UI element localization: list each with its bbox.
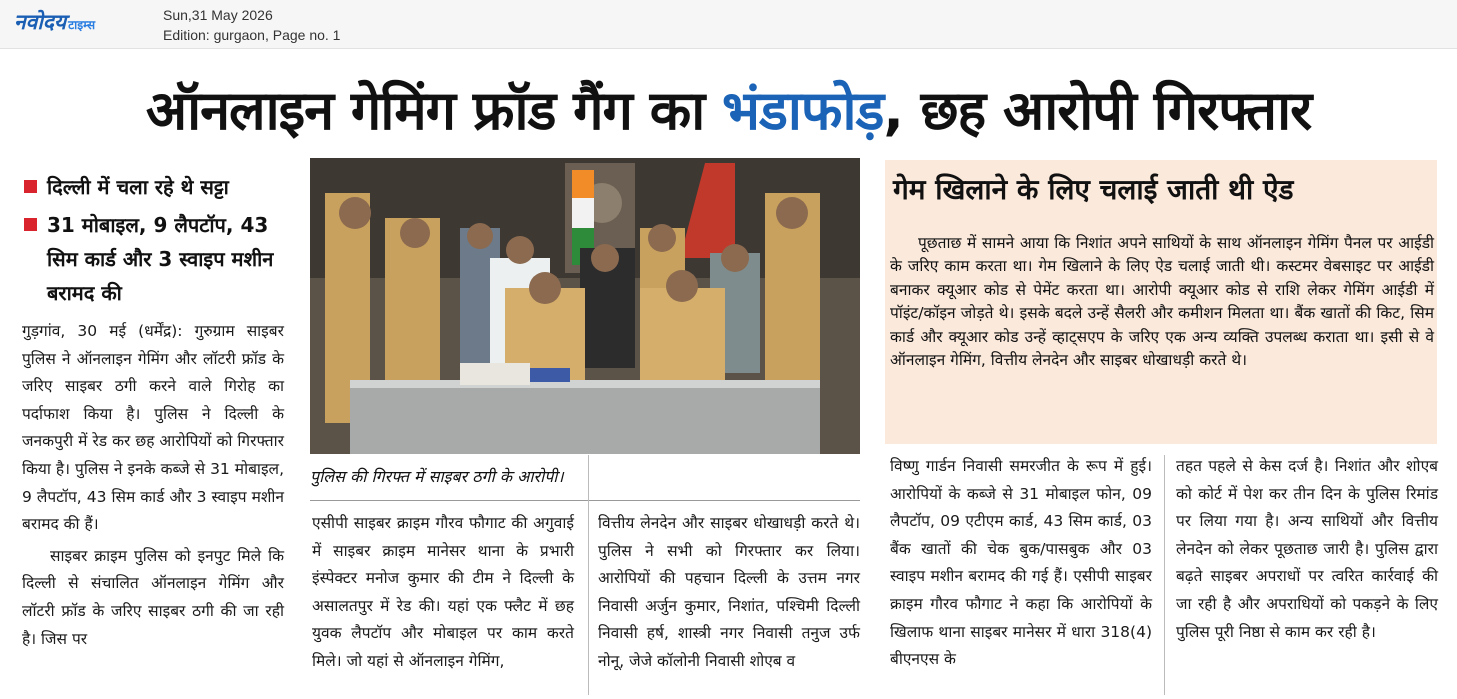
article-column-5 [1176,453,1438,646]
news-photo[interactable] [310,158,860,454]
caption-divider [310,500,860,501]
police-group-photo-image [310,158,860,454]
article-column-2-text: एसीपी साइबर क्राइम गौरव फौगाट की अगुवाई में साइबर क्राइम मानेसर थाना के प्रभारी इंस्पेक्टर मनोज कुमार की टीम ने दिल्ली के असालतपुर में रेड की। यहां एक फ्लैट में छह युवक लैपटॉप और मोबाइल पर काम करते मिले। जो यहां से ऑनलाइन गेमिंग, [312,514,574,670]
article-para-2: साइबर क्राइम पुलिस को इनपुट मिले कि दिल्ली से संचालित ऑनलाइन गेमिंग और लॉटरी फ्रॉड के जरिए साइबर ठगी की जा रही है। जिस पर [22,546,284,648]
article-column-2 [312,510,574,676]
column-divider [588,455,589,695]
main-headline [0,66,1457,156]
article-column-3 [598,510,860,676]
headline-accent: भंडाफोड़ [722,79,884,142]
logo-main-text: नवोदय [14,10,67,34]
bullet-square-icon [24,180,37,193]
column-divider [1164,455,1165,695]
sidebar-heading: गेम खिलाने के लिए चलाई जाती थी ऐड [893,173,1294,206]
article-column-5-text: तहत पहले से केस दर्ज है। निशांत और शोएब को कोर्ट में पेश कर तीन दिन के पुलिस रिमांड पर लिया गया है। अन्य साथियों और वित्तीय लेनदेन को लेकर पूछताछ जारी है। पुलिस द्वारा बढ़ते साइबर अपराधों पर त्वरित कार्रवाई की जा रही है और अपराधियों को पकड़ने के लिए पुलिस पूरी निष्ठा से काम कर रही है। [1176,457,1438,641]
headline-part1: ऑनलाइन गेमिंग फ्रॉड गैंग का [145,79,722,142]
edition-info: Edition: gurgaon, Page no. 1 [163,27,341,43]
bullet-item [24,208,294,310]
headline-part2: , छह आरोपी गिरफ्तार [883,79,1312,142]
bullet-square-icon [24,218,37,231]
sidebar-body: पूछताछ में सामने आया कि निशांत अपने साथियों के साथ ऑनलाइन गेमिंग पैनल पर आईडी के जरिए काम करता था। गेम खिलाने के लिए ऐड चलाई जाती थी। कस्टमर वेबसाइट पर आईडी बनाकर क्यूआर कोड से पेमेंट करता था। आरोपी क्यूआर कोड से राशि लेकर गेमिंग आईडी में पॉइंट/कॉइन जोड़ते थे। इसके बदले उन्हें सैलरी और कमीशन मिलता था। बैंक खातों की किट, सिम कार्ड और क्यूआर कोड उन्हें व्हाट्सएप के जरिए एक अन्य व्यक्ति उपलब्ध कराता था। इसी से वे ऑनलाइन गेमिंग, वित्तीय लेनदेन और साइबर धोखाधड़ी करते थे। [890,234,1434,370]
article-column-4-text: विष्णु गार्डन निवासी समरजीत के रूप में हुई। आरोपियों के कब्जे से 31 मोबाइल फोन, 09 लैपटॉप, 09 एटीएम कार्ड, 43 सिम कार्ड, 03 बैंक खातों की चेक बुक/पासबुक और 03 स्वाइप मशीन बरामद की गई हैं। एसीपी साइबर क्राइम गौरव फौगाट ने कहा कि आरोपियों के खिलाफ थाना साइबर मानेसर में धारा 318(4) बीएनएस के [890,457,1152,669]
article-column-1 [22,318,284,653]
bullet-item [24,170,294,204]
article-column-3-text: वित्तीय लेनदेन और साइबर धोखाधड़ी करते थे। पुलिस ने सभी को गिरफ्तार कर लिया। आरोपियों की पहचान दिल्ली के उत्तम नगर निवासी अर्जुन कुमार, निशांत, पश्चिमी दिल्ली निवासी हर्ष, शास्त्री नगर निवासी तनुज उर्फ नोनू, जेजे कॉलोनी निवासी शोएब व [598,514,860,670]
article-para-1: गुड़गांव, 30 मई (धर्मेंद्र): गुरुग्राम साइबर पुलिस ने ऑनलाइन गेमिंग और लॉटरी फ्रॉड के जरिए साइबर ठगी करने वाले गिरोह का पर्दाफाश किया है। पुलिस ने दिल्ली के जनकपुरी में रेड कर छह आरोपियों को गिरफ्तार किया है। पुलिस ने इनके कब्जे से 31 मोबाइल, 9 लैपटॉप, 43 सिम कार्ड और 3 स्वाइप मशीन बरामद की हैं। [22,322,284,534]
newspaper-logo[interactable] [14,8,95,36]
issue-date: Sun,31 May 2026 [163,7,273,23]
photo-caption: पुलिस की गिरफ्त में साइबर ठगी के आरोपी। [310,467,564,486]
highlight-bullets [24,170,294,314]
logo-sub-text: टाइम्स [68,18,96,32]
masthead-bar [0,0,1457,49]
edition-meta [163,5,340,45]
bullet-text: दिल्ली में चला रहे थे सट्टा [47,175,229,199]
bullet-text: 31 मोबाइल, 9 लैपटॉप, 43 सिम कार्ड और 3 स्वाइप मशीन बरामद की [47,213,274,305]
article-column-4 [890,453,1152,674]
